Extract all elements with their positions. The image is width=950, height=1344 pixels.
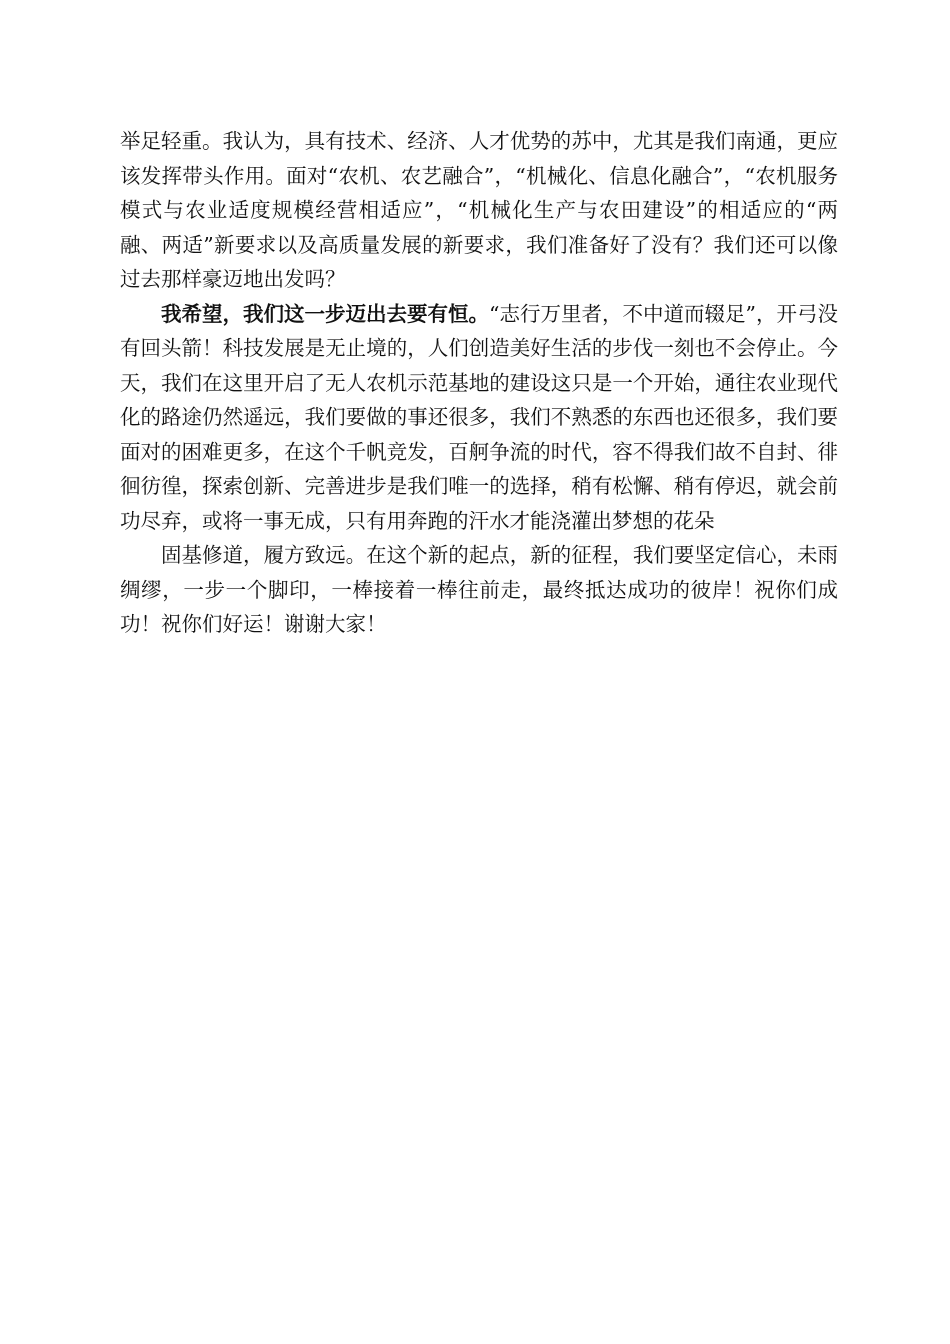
paragraph-1-text: 举足轻重。我认为，具有技术、经济、人才优势的苏中，尤其是我们南通，更应该发挥带头作用。面对“农机、农艺融合”，“机械化、信息化融合”，“农机服务模式与农业适度规模经营相适应”，“机械化生产与农田建设”的相适应的“两融、两适”新要求以及高质量发展的新要求，我们准备好了没有？我们还可以像过去那样豪迈地出发吗？ bbox=[120, 129, 838, 291]
paragraph-1 bbox=[120, 124, 838, 297]
paragraph-2-lead: 我希望，我们这一步迈出去要有恒。 bbox=[161, 301, 490, 326]
paragraph-2 bbox=[120, 297, 838, 539]
paragraph-3-text: 固基修道，履方致远。在这个新的起点，新的征程，我们要坚定信心，未雨绸缪，一步一个脚印，一棒接着一棒往前走，最终抵达成功的彼岸！祝你们成功！祝你们好运！谢谢大家！ bbox=[120, 543, 838, 636]
document-body bbox=[120, 124, 838, 642]
paragraph-3 bbox=[120, 538, 838, 642]
paragraph-2-text: “志行万里者，不中道而辍足”，开弓没有回头箭！科技发展是无止境的，人们创造美好生活的步伐一刻也不会停止。今天，我们在这里开启了无人农机示范基地的建设这只是一个开始，通往农业现代化的路途仍然遥远，我们要做的事还很多，我们不熟悉的东西也还很多，我们要面对的困难更多，在这个千帆竞发，百舸争流的时代，容不得我们故不自封、徘徊彷徨，探索创新、完善进步是我们唯一的选择，稍有松懈、稍有停迟，就会前功尽弃，或将一事无成，只有用奔跑的汗水才能浇灌出梦想的花朵 bbox=[120, 301, 838, 533]
